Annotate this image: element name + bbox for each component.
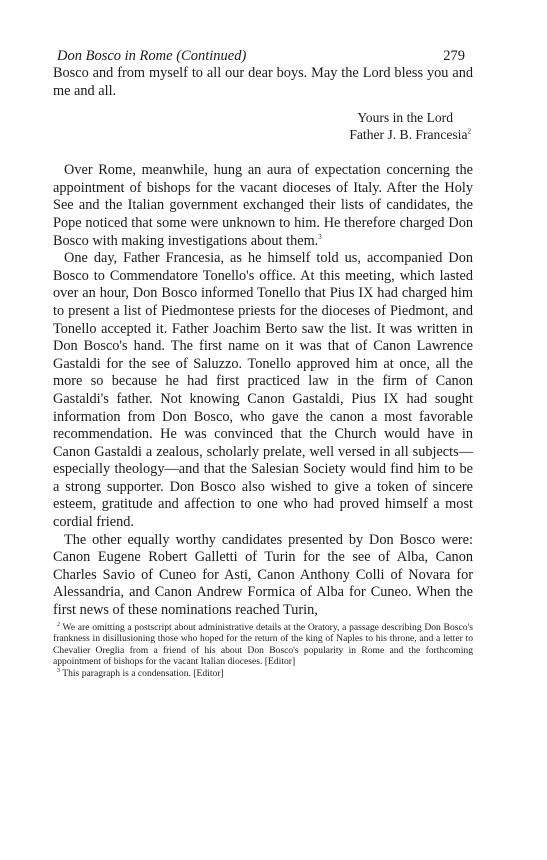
footnote-ref-3: 3 (318, 232, 322, 241)
signatory: Father J. B. Francesia (349, 127, 468, 143)
letter-closing-paragraph: Bosco and from myself to all our dear boys. May the Lord bless you and me and all. (53, 65, 473, 99)
footnote-text: We are omitting a postscript about administrative details at the Oratory, a passage describing Don Bosco's frankness in disillusioning those who hoped for the return of the king of Naples to his throne, and a letter to Chevalier Oreglia from a friend of his about Don Bosco's popularity in Rome and the forthcoming appointment of bishops for the vacant Italian dioceses. [Editor] (53, 621, 473, 668)
letter-signature-block (53, 109, 473, 143)
book-page (53, 47, 473, 680)
paragraph-bishops-appointment (53, 162, 473, 250)
footnote-text: This paragraph is a condensation. [Editor] (62, 668, 224, 679)
valediction: Yours in the Lord (357, 110, 453, 126)
footnote-3 (53, 668, 473, 680)
paragraph-other-candidates: The other equally worthy candidates presented by Don Bosco were: Canon Eugene Robert Galletti of Turin for the see of Alba, Canon Charles Savio of Cuneo for Asti, Canon Anthony Colli of Novara for Alessandria, and Canon Andrew Formica of Alba for Cuneo. When the first news of these nominations reached Turin, (53, 531, 473, 619)
signatory-line (53, 126, 471, 143)
footnotes (53, 622, 473, 680)
main-text (53, 65, 473, 620)
paragraph-tonello-meeting: One day, Father Francesia, as he himself told us, accompanied Don Bosco to Commendatore Tonello's office. At this meeting, which lasted over an hour, Don Bosco informed Tonello that Pius IX had charged him to present a list of Piedmontese priests for the dioceses of Piedmont, and Tonello accepted it. Father Joachim Berto saw the list. It was written in Don Bosco's hand. The first name on it was that of Canon Lawrence Gastaldi for the see of Saluzzo. Tonello approved him at once, all the more so because he had first practiced law in the firm of Canon Gastaldi's father. Not knowing Canon Gastaldi, Pius IX had sought information from Don Bosco, who gave the canon a most favorable recommendation. He was convinced that the Church would have in Canon Gastaldi a zealous, scholarly prelate, well versed in all subjects—especially theology—and that the Salesian Society would find him to be a strong supporter. Don Bosco also wished to give a token of sincere esteem, gratitude and affection to one who had proved himself a most cordial friend. (53, 250, 473, 531)
running-head (53, 47, 473, 65)
footnote-2 (53, 622, 473, 668)
paragraph-text: Over Rome, meanwhile, hung an aura of expectation concerning the appointment of bishops for the vacant dioceses of Italy. After the Holy See and the Italian government exchanged their lists of candidates, the Pope noticed that some were unknown to him. He therefore charged Don Bosco with making investigations about them. (53, 162, 473, 249)
running-head-title: Don Bosco in Rome (Continued) (57, 48, 247, 64)
footnote-ref-2: 2 (467, 127, 471, 136)
page-number: 279 (443, 48, 465, 64)
footnote-mark: 2 (57, 621, 60, 628)
footnote-mark: 3 (57, 667, 60, 674)
